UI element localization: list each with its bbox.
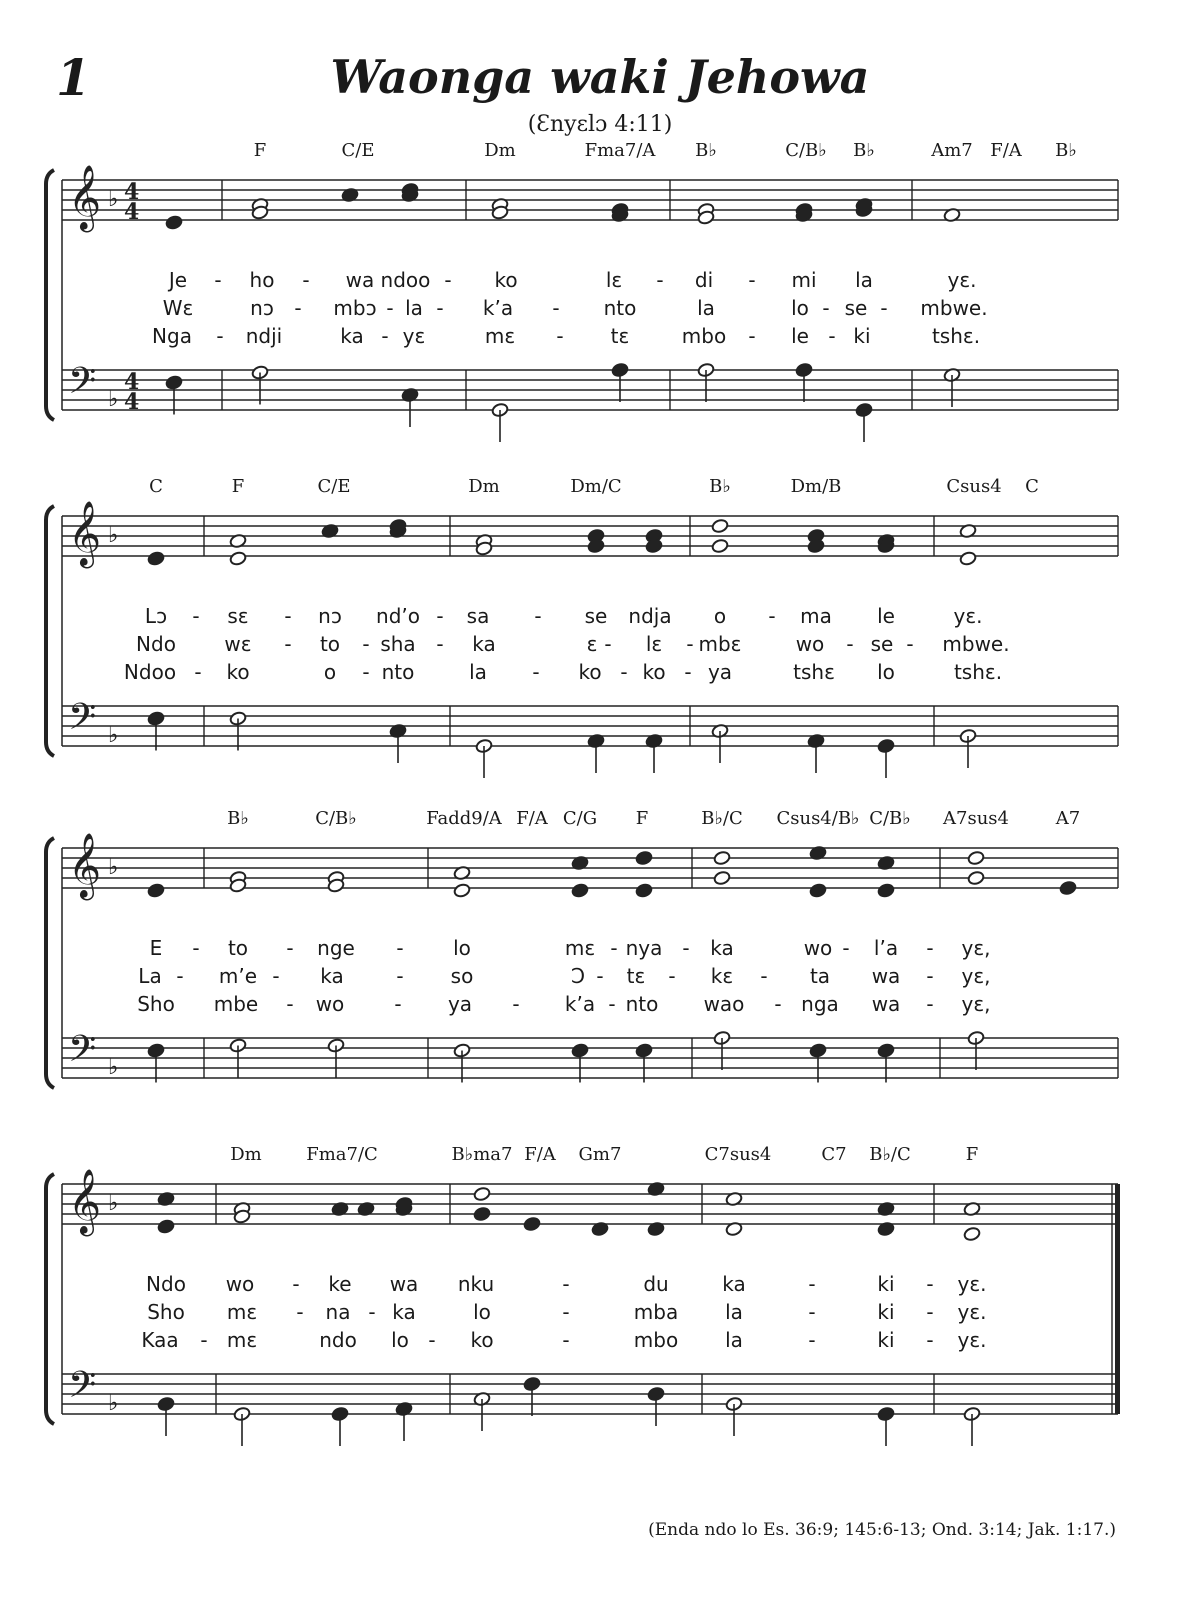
lyric-syllable: nɔ bbox=[250, 296, 274, 320]
lyric-syllable: ki bbox=[877, 1328, 895, 1352]
lyric-hyphen: - bbox=[926, 992, 934, 1016]
lyric-hyphen: - bbox=[842, 936, 850, 960]
lyric-syllable: ko bbox=[494, 268, 518, 292]
lyric-hyphen: - bbox=[682, 936, 690, 960]
lyric-verse-1 bbox=[0, 1272, 1200, 1300]
lyric-syllable: yɛ, bbox=[961, 992, 991, 1016]
lyric-hyphen: - bbox=[880, 296, 888, 320]
lyric-syllable: ko bbox=[226, 660, 250, 684]
lyric-syllable: mbɔ bbox=[333, 296, 377, 320]
lyric-syllable: la bbox=[469, 660, 487, 684]
lyric-hyphen: - bbox=[926, 1328, 934, 1352]
treble-clef: 𝄞 bbox=[68, 165, 102, 230]
music-system-3 bbox=[0, 808, 1200, 1143]
lyric-hyphen: - bbox=[808, 1272, 816, 1296]
chord-symbol: F bbox=[965, 1144, 979, 1165]
chord-symbol: Dm bbox=[230, 1144, 262, 1165]
chord-symbol: B♭ma7 bbox=[451, 1144, 513, 1165]
note-head bbox=[711, 518, 729, 533]
chord-symbol: F/A bbox=[516, 808, 548, 829]
lyric-syllable: mi bbox=[791, 268, 817, 292]
lyric-hyphen: - bbox=[906, 632, 914, 656]
lyric-syllable: o bbox=[323, 660, 337, 684]
lyric-syllable: yɛ. bbox=[957, 1300, 987, 1324]
lyric-syllable: lo bbox=[791, 296, 809, 320]
lyric-syllable: wo bbox=[795, 632, 825, 656]
lyric-hyphen: - bbox=[436, 632, 444, 656]
lyric-hyphen: - bbox=[562, 1300, 570, 1324]
lyric-hyphen: - bbox=[216, 324, 224, 348]
lyric-hyphen: - bbox=[808, 1300, 816, 1324]
chord-symbol: C7sus4 bbox=[704, 1144, 772, 1165]
lyric-hyphen: - bbox=[512, 992, 520, 1016]
song-title: Waonga waki Jehowa bbox=[330, 50, 870, 104]
lyric-verse-2 bbox=[0, 296, 1200, 324]
lyric-hyphen: - bbox=[748, 268, 756, 292]
lyric-syllable: nya bbox=[625, 936, 663, 960]
lyric-syllable: sha bbox=[380, 632, 416, 656]
note-head bbox=[571, 883, 589, 898]
lyric-hyphen: - bbox=[596, 964, 604, 988]
lyric-syllable: se bbox=[584, 604, 608, 628]
lyric-syllable: Ndo bbox=[136, 632, 176, 656]
lyric-syllable: nto bbox=[603, 296, 637, 320]
lyric-hyphen: - bbox=[362, 632, 370, 656]
chord-row bbox=[0, 476, 1200, 506]
lyric-syllable: l’a bbox=[873, 936, 899, 960]
lyric-hyphen: - bbox=[396, 936, 404, 960]
lyric-hyphen: - bbox=[296, 1300, 304, 1324]
lyric-syllable: ko bbox=[578, 660, 602, 684]
chord-symbol: Dm bbox=[484, 140, 516, 161]
lyric-syllable: yɛ, bbox=[961, 964, 991, 988]
lyric-verse-2 bbox=[0, 964, 1200, 992]
note-head bbox=[453, 883, 471, 898]
note-head bbox=[165, 215, 183, 230]
lyric-syllable: ka bbox=[472, 632, 496, 656]
lyric-syllable: mbo bbox=[633, 1328, 679, 1352]
chord-symbol: A7sus4 bbox=[943, 808, 1009, 829]
lyric-syllable: sa bbox=[466, 604, 490, 628]
lyric-hyphen: - bbox=[774, 992, 782, 1016]
lyric-syllable: Sho bbox=[147, 1300, 185, 1324]
chord-symbol: C/B♭ bbox=[869, 808, 911, 829]
lyric-syllable: La bbox=[138, 964, 162, 988]
chord-symbol: F bbox=[635, 808, 649, 829]
time-signature-treble: 4 bbox=[124, 199, 140, 225]
lyric-hyphen: - bbox=[684, 660, 692, 684]
chord-symbol: Gm7 bbox=[578, 1144, 622, 1165]
lyric-syllable: se bbox=[870, 632, 894, 656]
lyric-syllable: wɛ bbox=[224, 632, 252, 656]
lyric-syllable: ki bbox=[877, 1272, 895, 1296]
chord-symbol: Am7 bbox=[931, 140, 973, 161]
treble-clef: 𝄞 bbox=[68, 833, 102, 898]
lyric-hyphen: - bbox=[828, 324, 836, 348]
lyric-verse-3 bbox=[0, 324, 1200, 352]
lyric-hyphen: - bbox=[846, 632, 854, 656]
chord-symbol: B♭ bbox=[227, 808, 249, 829]
lyric-hyphen: - bbox=[668, 964, 676, 988]
treble-clef: 𝄞 bbox=[68, 1169, 102, 1234]
lyric-syllable: k’a bbox=[564, 992, 596, 1016]
lyric-hyphen: - bbox=[436, 296, 444, 320]
lyric-syllable: kɛ bbox=[710, 964, 734, 988]
chord-symbol: F bbox=[253, 140, 267, 161]
lyric-hyphen: - bbox=[552, 296, 560, 320]
lyric-syllable: la bbox=[725, 1300, 743, 1324]
chord-symbol: F bbox=[231, 476, 245, 497]
lyric-syllable: ya bbox=[707, 660, 733, 684]
lyric-hyphen: - bbox=[926, 936, 934, 960]
lyric-syllable: nge bbox=[317, 936, 355, 960]
lyric-syllable: k’a bbox=[482, 296, 514, 320]
chord-row bbox=[0, 140, 1200, 170]
lyric-syllable: to bbox=[319, 632, 341, 656]
lyric-syllable: wo bbox=[225, 1272, 255, 1296]
chord-symbol: C7 bbox=[821, 1144, 847, 1165]
lyric-syllable: lɛ bbox=[645, 632, 663, 656]
chord-symbol: Fma7/A bbox=[584, 140, 656, 161]
key-flat: ♭ bbox=[108, 855, 119, 880]
lyric-hyphen: - bbox=[620, 660, 628, 684]
lyric-hyphen: - bbox=[396, 964, 404, 988]
chord-symbol: Csus4/B♭ bbox=[776, 808, 860, 829]
lyric-hyphen: - bbox=[444, 268, 452, 292]
lyric-hyphen: - bbox=[362, 660, 370, 684]
note-head bbox=[635, 883, 653, 898]
lyric-syllable: ki bbox=[877, 1300, 895, 1324]
lyric-syllable: lo bbox=[473, 1300, 491, 1324]
lyric-syllable: mba bbox=[633, 1300, 679, 1324]
chord-symbol: Dm/B bbox=[790, 476, 842, 497]
lyric-syllable: Lɔ bbox=[144, 604, 168, 628]
chord-symbol: Csus4 bbox=[946, 476, 1002, 497]
lyric-syllable: ndo bbox=[319, 1328, 357, 1352]
lyric-syllable: tɛ bbox=[610, 324, 630, 348]
lyric-verse-1 bbox=[0, 268, 1200, 296]
lyric-hyphen: - bbox=[808, 1328, 816, 1352]
bass-clef: 𝄢 bbox=[68, 696, 97, 747]
chord-symbol: Fadd9/A bbox=[426, 808, 502, 829]
note-head bbox=[473, 1186, 491, 1201]
lyric-hyphen: - bbox=[192, 604, 200, 628]
lyric-syllable: ndja bbox=[628, 604, 672, 628]
lyric-hyphen: - bbox=[822, 296, 830, 320]
lyric-syllable: Ndo bbox=[146, 1272, 186, 1296]
lyric-verse-1 bbox=[0, 604, 1200, 632]
lyric-syllable: mbɛ bbox=[698, 632, 742, 656]
lyric-syllable: ɛ bbox=[586, 632, 598, 656]
lyric-hyphen: - bbox=[534, 604, 542, 628]
lyric-hyphen: - bbox=[292, 1272, 300, 1296]
note-head bbox=[473, 1206, 491, 1221]
lyric-syllable: mɛ bbox=[564, 936, 596, 960]
lyric-syllable: lo bbox=[391, 1328, 409, 1352]
lyric-hyphen: - bbox=[368, 1300, 376, 1324]
chord-symbol: B♭ bbox=[1055, 140, 1077, 161]
lyric-syllable: wa ndoo bbox=[345, 268, 431, 292]
lyric-syllable: lo bbox=[453, 936, 471, 960]
lyric-verse-3 bbox=[0, 1328, 1200, 1356]
lyric-syllable: Ndoo bbox=[123, 660, 177, 684]
chord-symbol: C/B♭ bbox=[315, 808, 357, 829]
lyric-syllable: Kaa bbox=[141, 1328, 179, 1352]
lyric-syllable: se bbox=[844, 296, 868, 320]
lyric-syllable: lɛ bbox=[605, 268, 623, 292]
lyric-syllable: wo bbox=[803, 936, 833, 960]
treble-clef: 𝄞 bbox=[68, 501, 102, 566]
lyric-hyphen: - bbox=[286, 936, 294, 960]
note-head bbox=[229, 551, 247, 566]
lyric-syllable: yɛ, bbox=[961, 936, 991, 960]
lyric-syllable: sɛ bbox=[227, 604, 249, 628]
lyric-syllable: ka bbox=[320, 964, 344, 988]
lyric-hyphen: - bbox=[381, 324, 389, 348]
chord-symbol: Dm bbox=[468, 476, 500, 497]
lyric-syllable: wa bbox=[389, 1272, 419, 1296]
lyric-syllable: ko bbox=[642, 660, 666, 684]
time-signature-treble: 4 bbox=[124, 179, 140, 205]
chord-symbol: F/A bbox=[524, 1144, 556, 1165]
lyric-hyphen: - bbox=[284, 632, 292, 656]
lyric-hyphen: - bbox=[926, 964, 934, 988]
lyric-syllable: ma bbox=[800, 604, 832, 628]
chord-symbol: C bbox=[1025, 476, 1039, 497]
lyric-syllable: nga bbox=[801, 992, 839, 1016]
lyric-syllable: tshɛ. bbox=[931, 324, 981, 348]
lyric-syllable: na bbox=[325, 1300, 351, 1324]
lyric-hyphen: - bbox=[436, 604, 444, 628]
key-flat: ♭ bbox=[108, 1055, 119, 1080]
lyric-syllable: ya bbox=[447, 992, 473, 1016]
lyric-syllable: la bbox=[697, 296, 715, 320]
lyric-syllable: Ɔ bbox=[570, 964, 586, 988]
lyric-hyphen: - bbox=[686, 632, 694, 656]
music-system-1 bbox=[0, 140, 1200, 475]
key-flat: ♭ bbox=[108, 1191, 119, 1216]
lyric-syllable: m’e bbox=[218, 964, 258, 988]
chord-symbol: A7 bbox=[1055, 808, 1081, 829]
lyric-syllable: mbwe. bbox=[942, 632, 1010, 656]
lyric-hyphen: - bbox=[656, 268, 664, 292]
note-head bbox=[967, 870, 985, 885]
chord-symbol: C/E bbox=[341, 140, 375, 161]
lyric-hyphen: - bbox=[604, 632, 612, 656]
lyric-syllable: tɛ bbox=[626, 964, 646, 988]
lyric-verse-3 bbox=[0, 992, 1200, 1020]
lyric-hyphen: - bbox=[394, 992, 402, 1016]
lyric-syllable: Nga bbox=[152, 324, 192, 348]
lyric-syllable: o bbox=[713, 604, 727, 628]
lyric-syllable: yɛ. bbox=[947, 268, 977, 292]
lyric-syllable: ka bbox=[392, 1300, 416, 1324]
lyric-syllable: la bbox=[855, 268, 873, 292]
lyric-hyphen: - bbox=[194, 660, 202, 684]
lyric-hyphen: - bbox=[562, 1272, 570, 1296]
lyric-syllable: di bbox=[694, 268, 714, 292]
key-flat: ♭ bbox=[108, 387, 119, 412]
chord-symbol: Fma7/C bbox=[306, 1144, 378, 1165]
lyric-syllable: ndji bbox=[245, 324, 283, 348]
lyric-verse-1 bbox=[0, 936, 1200, 964]
lyric-hyphen: - bbox=[608, 992, 616, 1016]
lyric-hyphen: - bbox=[556, 324, 564, 348]
lyric-syllable: mbo bbox=[681, 324, 727, 348]
lyric-syllable: nɔ bbox=[318, 604, 342, 628]
lyric-syllable: mɛ bbox=[226, 1328, 258, 1352]
lyric-syllable: wao bbox=[703, 992, 745, 1016]
note-head bbox=[809, 883, 827, 898]
lyric-syllable: wa bbox=[871, 964, 901, 988]
lyric-verse-3 bbox=[0, 660, 1200, 688]
lyric-hyphen: - bbox=[926, 1272, 934, 1296]
lyric-hyphen: - bbox=[386, 296, 394, 320]
lyric-syllable: nku bbox=[457, 1272, 495, 1296]
chord-row bbox=[0, 808, 1200, 838]
footer-reference: (Enda ndo lo Es. 36:9; 145:6-13; Ond. 3:14; Jak. 1:17.) bbox=[648, 1520, 1116, 1540]
note-head bbox=[963, 1226, 981, 1241]
lyric-syllable: yɛ. bbox=[957, 1272, 987, 1296]
bass-clef: 𝄢 bbox=[68, 1364, 97, 1415]
lyric-syllable: ka bbox=[340, 324, 364, 348]
chord-symbol: C/G bbox=[562, 808, 598, 829]
lyric-syllable: nd’o bbox=[376, 604, 420, 628]
lyric-verse-2 bbox=[0, 1300, 1200, 1328]
lyric-verse-2 bbox=[0, 632, 1200, 660]
chord-symbol: Dm/C bbox=[570, 476, 622, 497]
song-reference: (Ɛnyɛlɔ 4:11) bbox=[527, 112, 673, 137]
lyric-hyphen: - bbox=[176, 964, 184, 988]
lyric-syllable: yɛ. bbox=[957, 1328, 987, 1352]
lyric-syllable: tshɛ. bbox=[953, 660, 1003, 684]
note-head bbox=[635, 850, 653, 865]
chord-symbol: B♭/C bbox=[869, 1144, 911, 1165]
lyric-syllable: le bbox=[877, 604, 895, 628]
key-flat: ♭ bbox=[108, 723, 119, 748]
lyric-syllable: ko bbox=[470, 1328, 494, 1352]
note-head bbox=[967, 850, 985, 865]
note-head bbox=[959, 551, 977, 566]
lyric-syllable: ka bbox=[722, 1272, 746, 1296]
lyric-hyphen: - bbox=[768, 604, 776, 628]
lyric-hyphen: - bbox=[760, 964, 768, 988]
lyric-syllable: lo bbox=[877, 660, 895, 684]
lyric-syllable: wo bbox=[315, 992, 345, 1016]
lyric-syllable: wa bbox=[871, 992, 901, 1016]
lyric-syllable: Je bbox=[168, 268, 188, 292]
lyric-syllable: Wɛ bbox=[162, 296, 194, 320]
lyric-hyphen: - bbox=[610, 936, 618, 960]
lyric-syllable: nto bbox=[381, 660, 415, 684]
lyric-syllable: le bbox=[791, 324, 809, 348]
lyric-syllable: ke bbox=[328, 1272, 352, 1296]
note-head bbox=[147, 883, 165, 898]
lyric-syllable: ka bbox=[710, 936, 734, 960]
note-head bbox=[1059, 880, 1077, 895]
lyric-syllable: Sho bbox=[137, 992, 175, 1016]
lyric-hyphen: - bbox=[428, 1328, 436, 1352]
chord-symbol: B♭/C bbox=[701, 808, 743, 829]
lyric-syllable: la bbox=[405, 296, 423, 320]
lyric-hyphen: - bbox=[302, 268, 310, 292]
lyric-hyphen: - bbox=[532, 660, 540, 684]
lyric-syllable: nto bbox=[625, 992, 659, 1016]
music-system-4 bbox=[0, 1144, 1200, 1479]
lyric-syllable: mbwe. bbox=[920, 296, 988, 320]
lyric-syllable: tshɛ bbox=[793, 660, 835, 684]
key-flat: ♭ bbox=[108, 523, 119, 548]
music-system-2 bbox=[0, 476, 1200, 811]
lyric-hyphen: - bbox=[562, 1328, 570, 1352]
lyric-syllable: to bbox=[227, 936, 249, 960]
bass-clef: 𝄢 bbox=[68, 1028, 97, 1079]
lyric-syllable: mɛ bbox=[226, 1300, 258, 1324]
note-head bbox=[147, 551, 165, 566]
lyric-hyphen: - bbox=[214, 268, 222, 292]
lyric-hyphen: - bbox=[192, 936, 200, 960]
note-head bbox=[877, 883, 895, 898]
note-head bbox=[523, 1216, 541, 1231]
lyric-hyphen: - bbox=[286, 992, 294, 1016]
lyric-syllable: mɛ bbox=[484, 324, 516, 348]
lyric-syllable: ta bbox=[809, 964, 831, 988]
lyric-hyphen: - bbox=[284, 604, 292, 628]
lyric-syllable: du bbox=[643, 1272, 669, 1296]
lyric-syllable: mbe bbox=[213, 992, 259, 1016]
lyric-hyphen: - bbox=[294, 296, 302, 320]
chord-row bbox=[0, 1144, 1200, 1174]
note-head bbox=[711, 538, 729, 553]
lyric-hyphen: - bbox=[272, 964, 280, 988]
note-head bbox=[713, 850, 731, 865]
lyric-syllable: yɛ bbox=[402, 324, 426, 348]
lyric-syllable: ki bbox=[853, 324, 871, 348]
lyric-syllable: ho bbox=[249, 268, 275, 292]
chord-symbol: F/A bbox=[990, 140, 1022, 161]
lyric-hyphen: - bbox=[748, 324, 756, 348]
chord-symbol: B♭ bbox=[853, 140, 875, 161]
lyric-hyphen: - bbox=[926, 1300, 934, 1324]
lyric-syllable: yɛ. bbox=[953, 604, 983, 628]
lyric-syllable: so bbox=[450, 964, 474, 988]
chord-symbol: B♭ bbox=[709, 476, 731, 497]
bass-clef: 𝄢 bbox=[68, 360, 97, 411]
time-signature-bass: 4 bbox=[124, 369, 140, 395]
chord-symbol: B♭ bbox=[695, 140, 717, 161]
chord-symbol: C/E bbox=[317, 476, 351, 497]
lyric-syllable: E bbox=[149, 936, 163, 960]
lyric-syllable: la bbox=[725, 1328, 743, 1352]
note-head bbox=[713, 870, 731, 885]
key-flat: ♭ bbox=[108, 1391, 119, 1416]
time-signature-bass: 4 bbox=[124, 389, 140, 415]
lyric-hyphen: - bbox=[200, 1328, 208, 1352]
chord-symbol: C/B♭ bbox=[785, 140, 827, 161]
key-flat: ♭ bbox=[108, 187, 119, 212]
chord-symbol: C bbox=[149, 476, 163, 497]
note-head bbox=[157, 1219, 175, 1234]
song-number: 1 bbox=[56, 48, 91, 107]
